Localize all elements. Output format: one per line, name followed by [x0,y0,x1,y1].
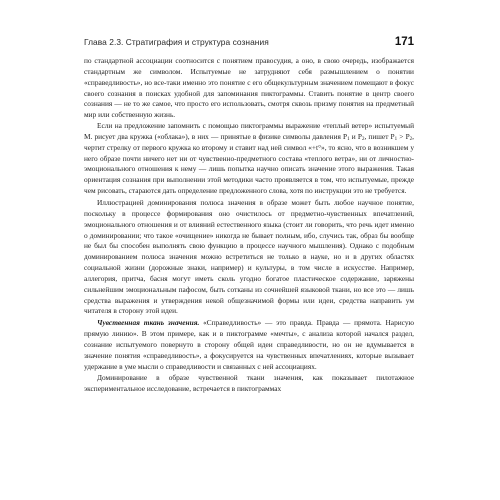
paragraph-warm-wind-example [84,121,414,197]
subscript: 2 [409,136,413,142]
paragraph-sensory-fabric [84,318,414,372]
chapter-title: Глава 2.3. Стратиграфия и структура сознания [84,37,269,47]
paragraph-scientific-concept: Иллюстрацией доминирования полюса значения в образе может быть любое научное понятие, поскольку в процессе формирования оно очистилось от предметно-чувственных впечатлений, эмоционального отношения и от влияний естественного языка (стоит ли говорить, что речь идет именно о доминировании; что такое «очищение» никогда не бывает полным, ибо, случись так, образ бы вообще не был бы способен выполнять свою функцию в процессе научного мышления). Однако с подобным доминированием полюса значения можно встретиться не только в науке, но и в других областях социальной жизни (дорожные знаки, например) и культуры, в том числе в искусстве. Например, аллегория, притча, басня могут иметь сколь угодно богатое пластическое содержание, заряжены сильнейшим эмоциональным пафосом, быть сотканы из сочнейшей языковой ткани, но все это — лишь средства выражения и утверждения некой общезначимой формы или идеи, средства направить ум читателя в сторону этой идеи. [84,197,414,316]
subscript: 1 [347,136,350,142]
paragraph-text: > P [397,131,410,141]
running-header [84,36,414,50]
body-text [84,56,414,395]
paragraph-continued: по стандартной ассоциации соотносится с понятием правосудия, а оно, в свою очередь, изображается стандартным же символом. Испытуемые не затрудняют себя размышлением о понятии «справедливость», но все-таки именно это понятие с его общекультурным значением помещают в фокус своего сознания в поисках удобной для запоминания пиктограммы. Ставить понятие в центр своего сознания — не то же самое, что просто его использовать, смотря сквозь призму понятия на предметный мир или собственную жизнь. [84,56,414,120]
page-number: 171 [394,36,414,48]
paragraph-text: Если на предложение запомнить с помощью пиктограммы выражение «теплый ветер» испытуемый М. рисует два кружка («облака»), в них — принятые в физике символы давления P [84,121,414,141]
paragraph-dominance: Доминирование в образе чувственной ткани значения, как показывает пилотажное экспериментальное исследование, встречается в пиктограммах [84,373,414,394]
section-subheading: Чувственная ткань значения. [97,318,200,328]
paragraph-text: , чертит стрелку от первого кружка ко второму и ставит над ней символ «+t°», то ясно, что в возникшем у него образе почти ничего нет ни от чувственно-предметного состава «теплого ветра», ни от личностно-эмоционального отношения к нему — лишь попытка научно описать значение этого выражения. Такая ориентация сознания при выполнении этой методики часто проявляется в том, что испытуемые, прежде чем рисовать, стараются дать определение предложенного слова, хотя по инструкции это не требуется. [84,131,414,196]
paragraph-text: «Справедливость» — это правда. Правда — прямота. Нарисую прямую линию». В этом примере, как и в пиктограмме «мечты», с анализа которой начался раздел, сознание испытуемого повернуто в сторону общей идеи справедливости, но он не вдумывается в значение понятия «справедливость», а фокусируется на чувственных впечатлениях, которые вызывает удержание в уме мысли о справедливости и связанных с ней ассоциациях. [84,318,414,371]
paragraph-text: и P [349,131,362,141]
paragraph-text: , пишет P [364,131,395,141]
subscript: 2 [361,136,365,142]
subscript: 1 [394,136,398,142]
